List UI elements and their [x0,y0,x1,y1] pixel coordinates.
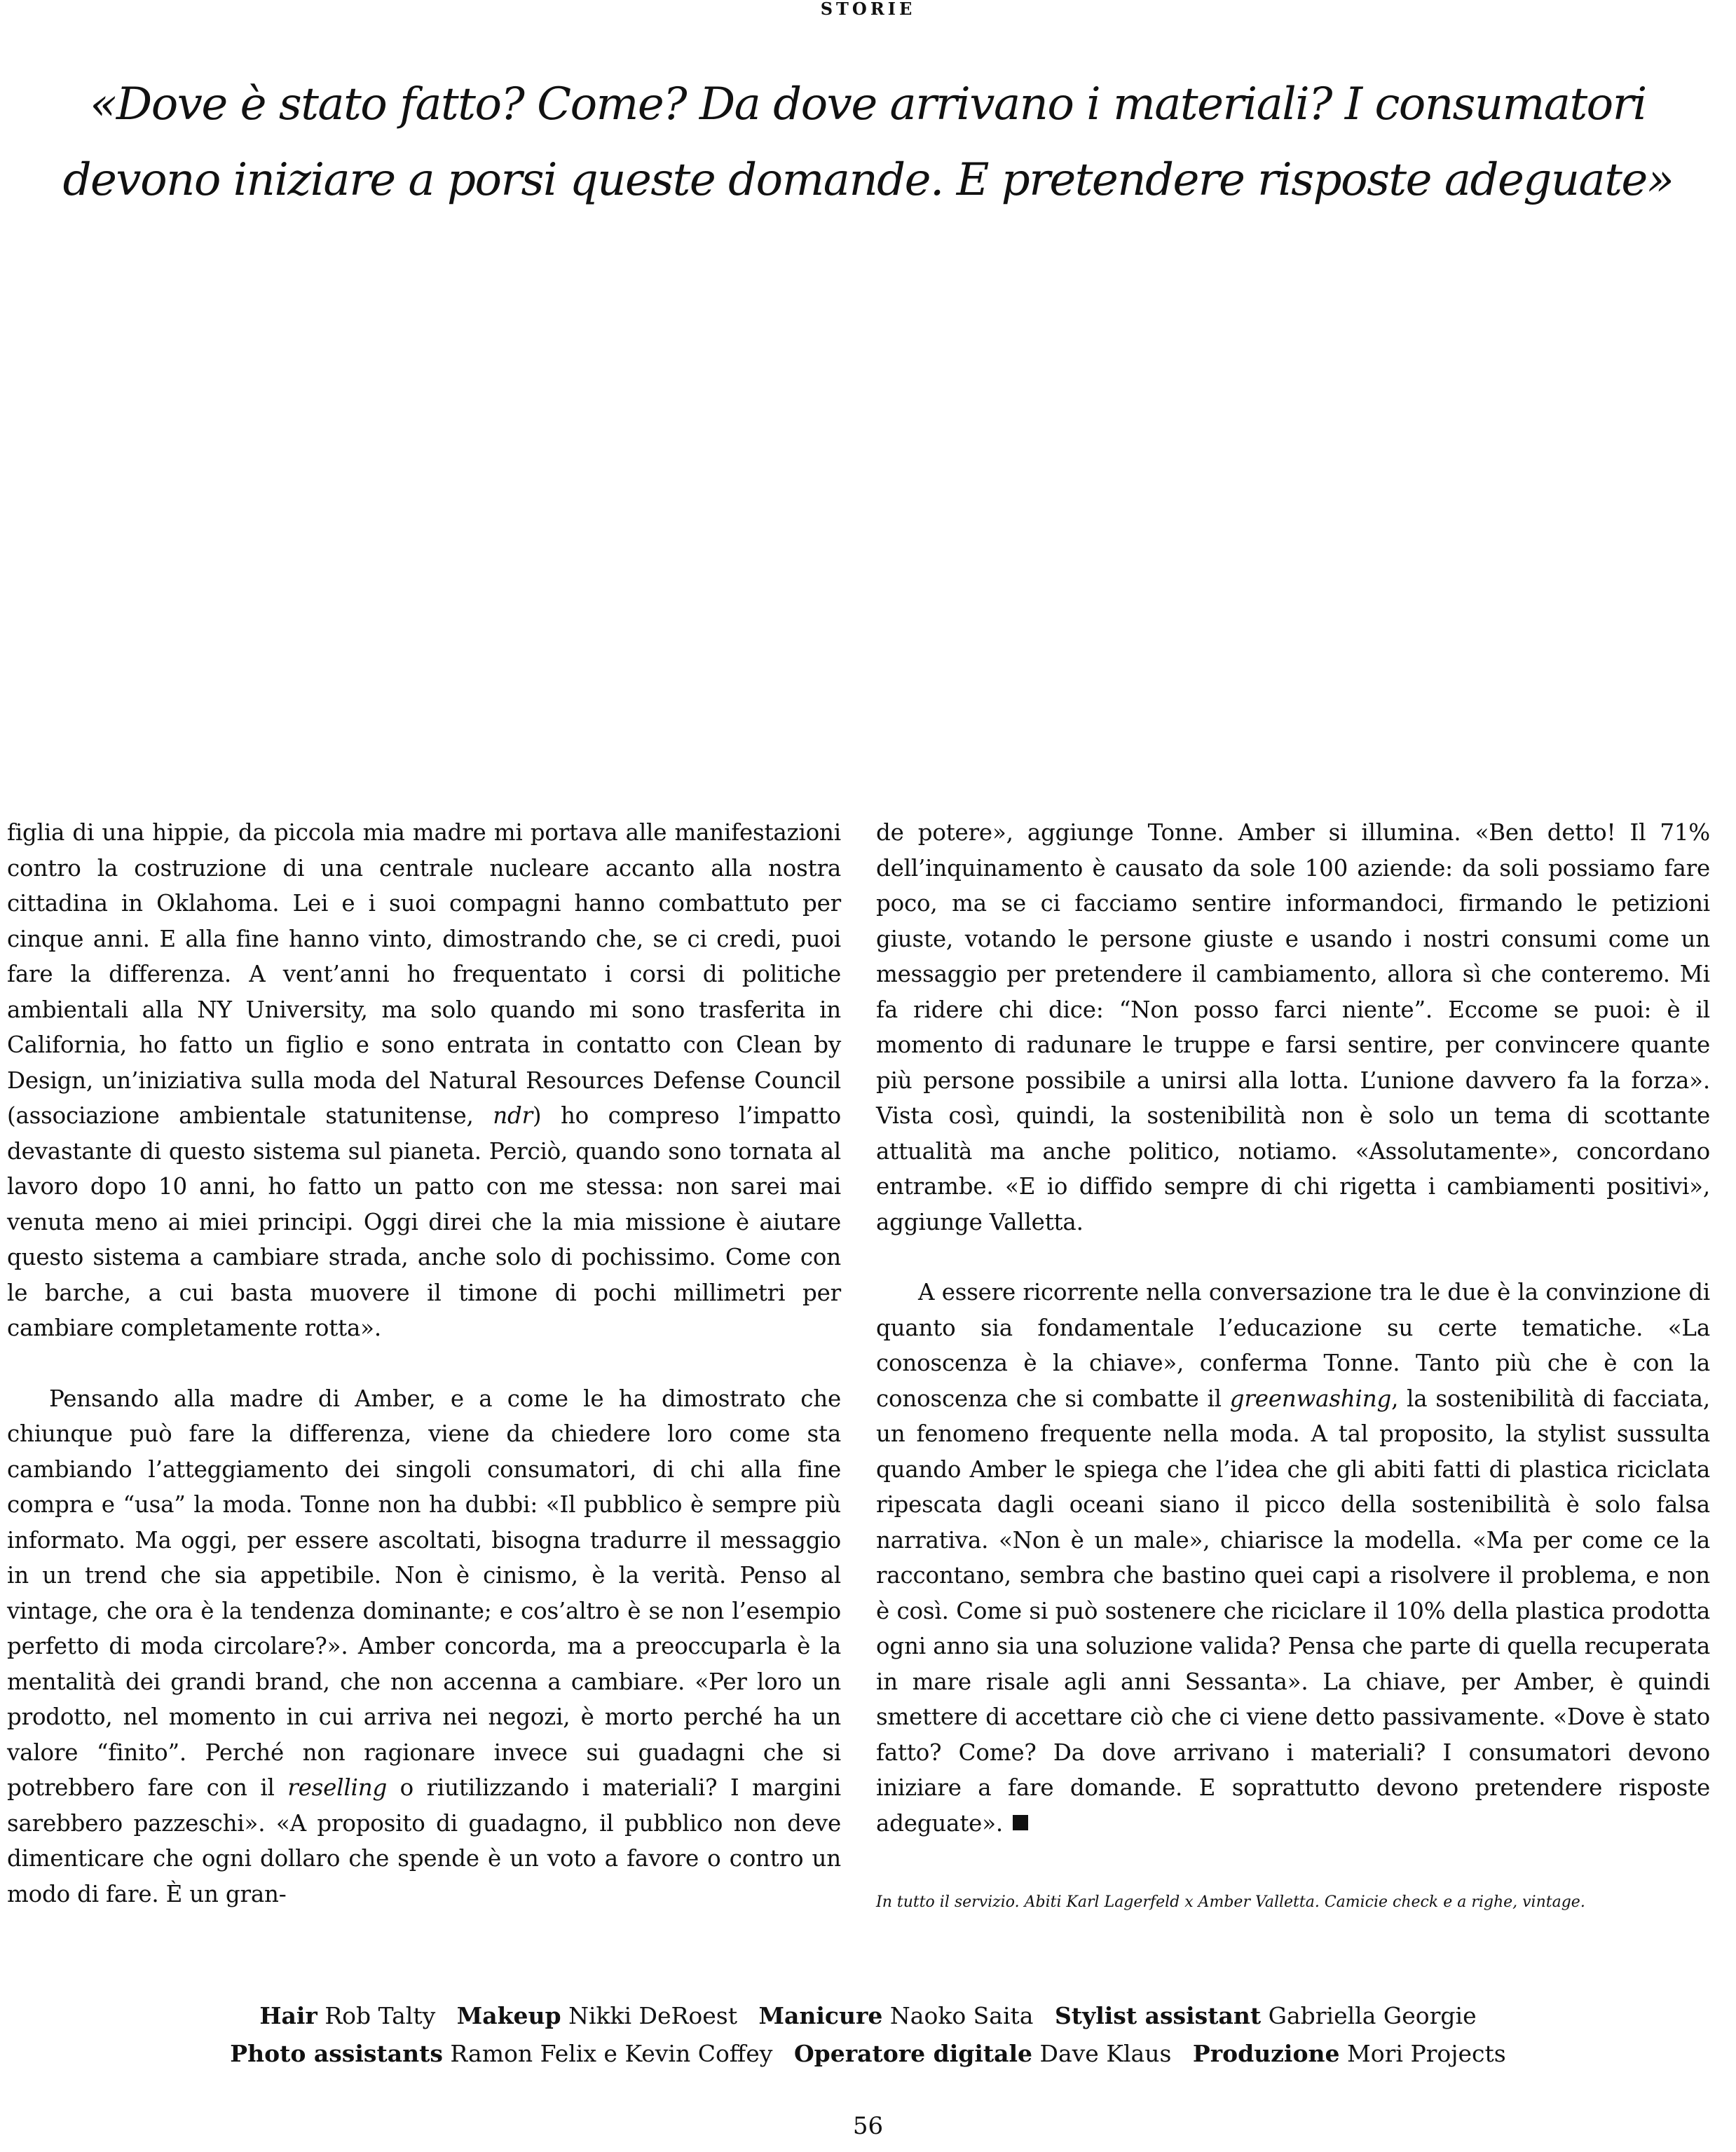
italic-greenwashing: greenwashing [1229,1385,1392,1412]
credit-item [457,2002,737,2029]
paragraph [7,1381,841,1912]
italic-reselling: reselling [287,1774,388,1801]
credit-item [259,2002,435,2029]
left-column [7,815,841,1912]
section-label: STORIE [820,0,916,19]
credit-name: Ramon Felix e Kevin Coffey [450,2040,773,2067]
credit-role: Produzione [1192,2040,1340,2067]
credit-role: Makeup [456,2002,561,2029]
page-number: 56 [852,2112,884,2140]
italic-ndr: ndr [493,1102,533,1129]
credit-role: Stylist assistant [1054,2002,1262,2029]
photo-caption: In tutto il servizio. Abiti Karl Lagerfeld x Amber Valletta. Camicie check e a righe, vintage. [876,1893,1585,1911]
credits-line-2 [0,2035,1736,2073]
text-run: ) ho compreso l’impatto devastante di questo sistema sul pianeta. Perciò, quando sono tornata al lavoro dopo 10 anni, ho fatto un patto con me stessa: non sarei mai venuta meno ai miei principi. Oggi direi che la mia missione è aiutare questo sistema a cambiare strada, anche solo di pochissimo. Come con le barche, a cui basta muovere il timone di pochi millimetri per cambiare completamente rotta». [7,1102,841,1341]
credits-line-1 [0,1997,1736,2035]
text-run: o riutilizzando i materiali? I margini sarebbero pazzeschi». «A proposito di guadagno, il pubblico non deve dimenticare che ogni dollaro che spende è un voto a favore o contro un modo di fare. È un gran- [7,1774,841,1907]
credit-role: Manicure [758,2002,883,2029]
pull-quote-line-1: «Dove è stato fatto? Come? Da dove arrivano i materiali? I consumatori [90,78,1646,130]
paragraph: de potere», aggiunge Tonne. Amber si illumina. «Ben detto! Il 71% dell’inquinamento è causato da sole 100 aziende: da soli possiamo fare poco, ma se ci facciamo sentire informandoci, firmando le petizioni giuste, votando le persone giuste e usando i nostri consumi come un messaggio per pretendere il cambiamento, allora sì che conteremo. Mi fa ridere chi dice: “Non posso farci niente”. Eccome se puoi: è il momento di radunare le truppe e farsi sentire, per convincere quante più persone possibile a unirsi alla lotta. L’unione davvero fa la forza». Vista così, quindi, la sostenibilità non è solo un tema di scottante attualità ma anche politico, notiamo. «Assolutamente», concordano entrambe. «E io diffido sempre di chi rigetta i cambiamenti positivi», aggiunge Valletta. [876,819,1710,1235]
pull-quote-line-2: devono iniziare a porsi queste domande. E pretendere risposte adeguate» [62,154,1674,206]
text-run: , la sostenibilità di facciata, un fenomeno frequente nella moda. A tal proposito, la stylist sussulta quando Amber le spiega che l’idea che gli abiti fatti di plastica riciclata ripescata dagli oceani siano il picco della sostenibilità è solo falsa narrativa. «Non è un male», chiarisce la modella. «Ma per come ce la raccontano, sembra che bastino quei capi a risolvere il problema, e non è così. Come si può sostenere che riciclare il 10% della plastica prodotta ogni anno sia una soluzione valida? Pensa che parte di quella recuperata in mare risale agli anni Sessanta». La chiave, per Amber, è quindi smettere di accettare ciò che ci viene detto passivamente. «Dove è stato fatto? Come? Da dove arrivano i materiali? I consumatori devono iniziare a fare domande. E soprattutto devono pretendere risposte adeguate». [876,1385,1710,1837]
credit-role: Hair [259,2002,317,2029]
credit-item [1193,2040,1506,2067]
credit-name: Naoko Saita [889,2002,1034,2029]
credit-name: Nikki DeRoest [568,2002,737,2029]
end-of-article-mark [1013,1815,1028,1830]
credit-role: Photo assistants [230,2040,443,2067]
credit-item [758,2002,1033,2029]
credit-item [1055,2002,1477,2029]
paragraph [876,1275,1710,1841]
text-run: Pensando alla madre di Amber, e a come le ha dimostrato che chiunque può fare la differenza, viene da chiedere loro come sta cambiando l’atteggiamento dei singoli consumatori, di chi alla fine compra e “usa” la moda. Tonne non ha dubbi: «Il pubblico è sempre più informato. Ma oggi, per essere ascoltati, bisogna tradurre il messaggio in un trend che sia appetibile. Non è cinismo, è la verità. Penso al vintage, che ora è la tendenza dominante; e cos’altro è se non l’esempio perfetto di moda circolare?». Amber concorda, ma a preoccuparla è la mentalità dei grandi brand, che non accenna a cambiare. «Per loro un prodotto, nel momento in cui arriva nei negozi, è morto perché ha un valore “finito”. Perché non ragionare invece sui guadagni che si potrebbero fare con il [7,1385,841,1801]
pull-quote [0,67,1736,218]
credit-name: Gabriella Georgie [1268,2002,1477,2029]
credit-item [230,2040,772,2067]
credit-name: Rob Talty [324,2002,436,2029]
credit-name: Dave Klaus [1039,2040,1172,2067]
credit-role: Operatore digitale [793,2040,1033,2067]
text-run: A essere ricorrente nella conversazione tra le due è la convinzione di quanto sia fondamentale l’educazione su certe tematiche. «La conoscenza è la chiave», conferma Tonne. Tanto più che è con la conoscenza che si combatte il [876,1279,1710,1412]
paragraph [7,815,841,1346]
credit-item [794,2040,1171,2067]
credit-name: Mori Projects [1346,2040,1506,2067]
text-run: figlia di una hippie, da piccola mia madre mi portava alle manifestazioni contro la costruzione di una centrale nucleare accanto alla nostra cittadina in Oklahoma. Lei e i suoi compagni hanno combattuto per cinque anni. E alla fine hanno vinto, dimostrando che, se ci credi, puoi fare la differenza. A vent’anni ho frequentato i corsi di politiche ambientali alla NY University, ma solo quando mi sono trasferita in California, ho fatto un figlio e sono entrata in contatto con Clean by Design, un’iniziativa sulla moda del Natural Resources Defense Council (associazione ambientale statunitense, [7,819,841,1129]
right-column [876,815,1710,1841]
credits [0,1997,1736,2073]
